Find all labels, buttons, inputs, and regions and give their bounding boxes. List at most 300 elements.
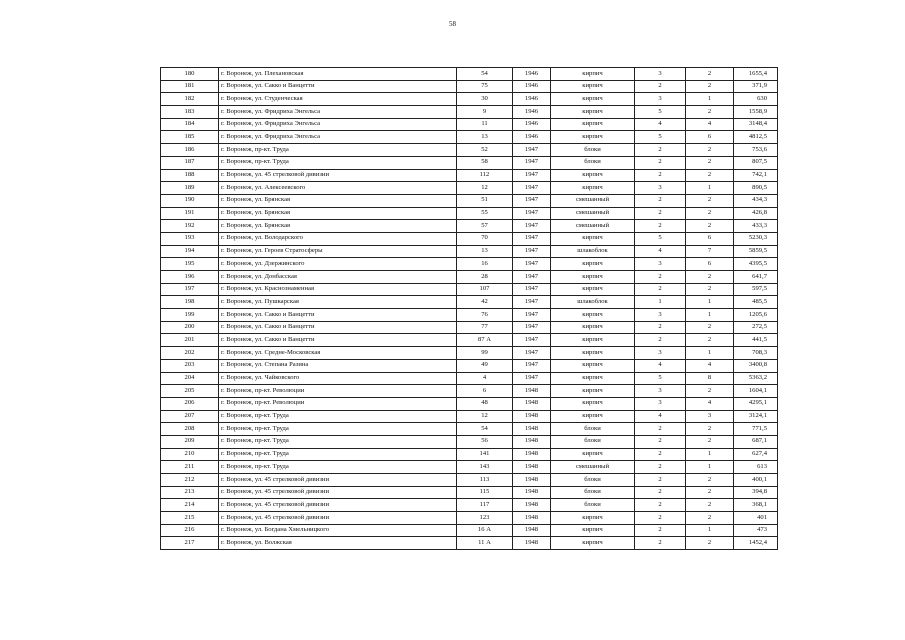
total-area-cell: 641,7 [734,271,778,284]
row-number-cell: 195 [161,258,219,271]
floors-count-cell: 2 [635,144,686,157]
row-number-cell: 204 [161,372,219,385]
year-built-cell: 1947 [513,144,551,157]
table-row [161,347,778,360]
year-built-cell: 1947 [513,296,551,309]
floors-count-cell: 2 [635,474,686,487]
year-built-cell: 1948 [513,512,551,525]
address-cell: г. Воронеж, ул. Пушкарская [219,296,457,309]
house-number-cell: 143 [457,461,513,474]
address-cell: г. Воронеж, ул. Фридриха Энгельса [219,118,457,131]
address-cell: г. Воронеж, пр-кт. Труда [219,448,457,461]
table-row [161,271,778,284]
floors-count-cell: 3 [635,385,686,398]
total-area-cell: 1205,6 [734,309,778,322]
wall-material-cell: кирпич [551,80,635,93]
address-cell: г. Воронеж, ул. 45 стрелковой дивизии [219,499,457,512]
house-number-cell: 57 [457,220,513,233]
table-row [161,258,778,271]
address-cell: г. Воронеж, ул. Алексеевского [219,182,457,195]
house-number-cell: 115 [457,486,513,499]
house-number-cell: 52 [457,144,513,157]
entrances-count-cell: 4 [686,397,734,410]
address-cell: г. Воронеж, пр-кт. Революции [219,385,457,398]
wall-material-cell: шлакоблок [551,296,635,309]
house-number-cell: 54 [457,68,513,81]
table-row [161,486,778,499]
entrances-count-cell: 1 [686,448,734,461]
entrances-count-cell: 2 [686,156,734,169]
table-row [161,359,778,372]
year-built-cell: 1946 [513,118,551,131]
year-built-cell: 1947 [513,372,551,385]
floors-count-cell: 3 [635,347,686,360]
house-number-cell: 58 [457,156,513,169]
entrances-count-cell: 2 [686,321,734,334]
row-number-cell: 185 [161,131,219,144]
wall-material-cell: кирпич [551,524,635,537]
floors-count-cell: 2 [635,271,686,284]
table-row [161,372,778,385]
entrances-count-cell: 2 [686,423,734,436]
floors-count-cell: 2 [635,524,686,537]
housing-register-table [160,67,778,550]
entrances-count-cell: 2 [686,499,734,512]
address-cell: г. Воронеж, пр-кт. Революции [219,397,457,410]
page-number: 58 [449,20,456,28]
wall-material-cell: кирпич [551,448,635,461]
wall-material-cell: кирпич [551,397,635,410]
entrances-count-cell: 2 [686,106,734,119]
row-number-cell: 205 [161,385,219,398]
row-number-cell: 211 [161,461,219,474]
floors-count-cell: 3 [635,397,686,410]
entrances-count-cell: 3 [686,410,734,423]
entrances-count-cell: 6 [686,232,734,245]
house-number-cell: 99 [457,347,513,360]
floors-count-cell: 3 [635,258,686,271]
entrances-count-cell: 1 [686,296,734,309]
wall-material-cell: кирпич [551,271,635,284]
total-area-cell: 485,5 [734,296,778,309]
house-number-cell: 117 [457,499,513,512]
entrances-count-cell: 2 [686,68,734,81]
address-cell: г. Воронеж, ул. Володарского [219,232,457,245]
total-area-cell: 597,5 [734,283,778,296]
floors-count-cell: 3 [635,68,686,81]
year-built-cell: 1946 [513,106,551,119]
address-cell: г. Воронеж, пр-кт. Труда [219,435,457,448]
wall-material-cell: кирпич [551,512,635,525]
address-cell: г. Воронеж, ул. Героев Стратосферы [219,245,457,258]
wall-material-cell: кирпич [551,93,635,106]
address-cell: г. Воронеж, ул. Сакко и Ванцетти [219,80,457,93]
entrances-count-cell: 1 [686,309,734,322]
total-area-cell: 1452,4 [734,537,778,550]
table-row [161,220,778,233]
floors-count-cell: 4 [635,410,686,423]
table-row [161,232,778,245]
wall-material-cell: кирпич [551,182,635,195]
year-built-cell: 1948 [513,474,551,487]
wall-material-cell: кирпич [551,537,635,550]
address-cell: г. Воронеж, ул. Студенческая [219,93,457,106]
total-area-cell: 630 [734,93,778,106]
row-number-cell: 212 [161,474,219,487]
year-built-cell: 1947 [513,334,551,347]
entrances-count-cell: 2 [686,537,734,550]
total-area-cell: 4295,1 [734,397,778,410]
row-number-cell: 210 [161,448,219,461]
year-built-cell: 1948 [513,524,551,537]
house-number-cell: 77 [457,321,513,334]
entrances-count-cell: 1 [686,524,734,537]
total-area-cell: 426,8 [734,207,778,220]
floors-count-cell: 2 [635,334,686,347]
year-built-cell: 1948 [513,486,551,499]
total-area-cell: 3124,1 [734,410,778,423]
table-row [161,524,778,537]
table-row [161,537,778,550]
year-built-cell: 1948 [513,423,551,436]
wall-material-cell: блоки [551,474,635,487]
row-number-cell: 217 [161,537,219,550]
entrances-count-cell: 2 [686,220,734,233]
floors-count-cell: 2 [635,537,686,550]
wall-material-cell: кирпич [551,334,635,347]
floors-count-cell: 5 [635,232,686,245]
year-built-cell: 1947 [513,321,551,334]
house-number-cell: 48 [457,397,513,410]
year-built-cell: 1948 [513,461,551,474]
table-row [161,207,778,220]
row-number-cell: 187 [161,156,219,169]
table-row [161,474,778,487]
floors-count-cell: 2 [635,321,686,334]
address-cell: г. Воронеж, ул. Фридриха Энгельса [219,106,457,119]
house-number-cell: 12 [457,410,513,423]
entrances-count-cell: 2 [686,486,734,499]
row-number-cell: 184 [161,118,219,131]
wall-material-cell: блоки [551,423,635,436]
total-area-cell: 371,9 [734,80,778,93]
floors-count-cell: 4 [635,359,686,372]
table-row [161,68,778,81]
year-built-cell: 1948 [513,537,551,550]
entrances-count-cell: 2 [686,207,734,220]
floors-count-cell: 2 [635,512,686,525]
total-area-cell: 1655,4 [734,68,778,81]
year-built-cell: 1948 [513,385,551,398]
floors-count-cell: 5 [635,131,686,144]
table-row [161,118,778,131]
wall-material-cell: кирпич [551,372,635,385]
floors-count-cell: 2 [635,169,686,182]
total-area-cell: 742,1 [734,169,778,182]
row-number-cell: 192 [161,220,219,233]
total-area-cell: 433,3 [734,220,778,233]
entrances-count-cell: 2 [686,271,734,284]
row-number-cell: 214 [161,499,219,512]
floors-count-cell: 2 [635,220,686,233]
year-built-cell: 1946 [513,131,551,144]
table-row [161,194,778,207]
entrances-count-cell: 2 [686,512,734,525]
address-cell: г. Воронеж, пр-кт. Труда [219,156,457,169]
entrances-count-cell: 2 [686,435,734,448]
house-number-cell: 4 [457,372,513,385]
table-row [161,144,778,157]
total-area-cell: 613 [734,461,778,474]
entrances-count-cell: 7 [686,245,734,258]
floors-count-cell: 2 [635,283,686,296]
year-built-cell: 1948 [513,397,551,410]
entrances-count-cell: 1 [686,347,734,360]
total-area-cell: 3148,4 [734,118,778,131]
address-cell: г. Воронеж, ул. Чайковского [219,372,457,385]
year-built-cell: 1947 [513,194,551,207]
floors-count-cell: 2 [635,435,686,448]
table-row [161,499,778,512]
floors-count-cell: 2 [635,499,686,512]
wall-material-cell: кирпич [551,258,635,271]
house-number-cell: 55 [457,207,513,220]
year-built-cell: 1947 [513,220,551,233]
row-number-cell: 180 [161,68,219,81]
house-number-cell: 75 [457,80,513,93]
row-number-cell: 213 [161,486,219,499]
wall-material-cell: блоки [551,486,635,499]
wall-material-cell: кирпич [551,106,635,119]
house-number-cell: 11 А [457,537,513,550]
year-built-cell: 1947 [513,169,551,182]
house-number-cell: 107 [457,283,513,296]
house-number-cell: 9 [457,106,513,119]
wall-material-cell: блоки [551,435,635,448]
house-number-cell: 28 [457,271,513,284]
entrances-count-cell: 1 [686,93,734,106]
total-area-cell: 401 [734,512,778,525]
address-cell: г. Воронеж, ул. Волжская [219,537,457,550]
year-built-cell: 1948 [513,410,551,423]
row-number-cell: 196 [161,271,219,284]
wall-material-cell: шлакоблок [551,245,635,258]
total-area-cell: 4812,5 [734,131,778,144]
address-cell: г. Воронеж, ул. Дзержинского [219,258,457,271]
total-area-cell: 394,8 [734,486,778,499]
table-row [161,93,778,106]
year-built-cell: 1947 [513,271,551,284]
house-number-cell: 70 [457,232,513,245]
total-area-cell: 4395,5 [734,258,778,271]
entrances-count-cell: 6 [686,258,734,271]
wall-material-cell: кирпич [551,410,635,423]
total-area-cell: 5230,3 [734,232,778,245]
row-number-cell: 215 [161,512,219,525]
address-cell: г. Воронеж, ул. Брянская [219,207,457,220]
house-number-cell: 51 [457,194,513,207]
wall-material-cell: блоки [551,156,635,169]
floors-count-cell: 5 [635,106,686,119]
wall-material-cell: кирпич [551,283,635,296]
total-area-cell: 5859,5 [734,245,778,258]
total-area-cell: 708,3 [734,347,778,360]
row-number-cell: 188 [161,169,219,182]
row-number-cell: 186 [161,144,219,157]
house-number-cell: 113 [457,474,513,487]
total-area-cell: 3400,8 [734,359,778,372]
floors-count-cell: 4 [635,118,686,131]
address-cell: г. Воронеж, ул. Донбасская [219,271,457,284]
address-cell: г. Воронеж, ул. Сакко и Ванцетти [219,334,457,347]
year-built-cell: 1946 [513,93,551,106]
address-cell: г. Воронеж, пр-кт. Труда [219,461,457,474]
table-row [161,283,778,296]
entrances-count-cell: 2 [686,334,734,347]
address-cell: г. Воронеж, пр-кт. Труда [219,423,457,436]
entrances-count-cell: 4 [686,118,734,131]
table-row [161,182,778,195]
table-row [161,435,778,448]
house-number-cell: 30 [457,93,513,106]
wall-material-cell: кирпич [551,118,635,131]
total-area-cell: 807,5 [734,156,778,169]
address-cell: г. Воронеж, ул. Брянская [219,194,457,207]
address-cell: г. Воронеж, ул. 45 стрелковой дивизии [219,169,457,182]
row-number-cell: 182 [161,93,219,106]
table-row [161,131,778,144]
total-area-cell: 627,4 [734,448,778,461]
entrances-count-cell: 4 [686,359,734,372]
wall-material-cell: кирпич [551,232,635,245]
house-number-cell: 141 [457,448,513,461]
entrances-count-cell: 2 [686,80,734,93]
entrances-count-cell: 1 [686,461,734,474]
address-cell: г. Воронеж, ул. Сакко и Ванцетти [219,321,457,334]
address-cell: г. Воронеж, ул. Плехановская [219,68,457,81]
address-cell: г. Воронеж, ул. Средне-Московская [219,347,457,360]
table-body [161,68,778,550]
floors-count-cell: 2 [635,194,686,207]
row-number-cell: 189 [161,182,219,195]
year-built-cell: 1946 [513,80,551,93]
table-row [161,385,778,398]
house-number-cell: 76 [457,309,513,322]
total-area-cell: 1558,9 [734,106,778,119]
row-number-cell: 183 [161,106,219,119]
house-number-cell: 49 [457,359,513,372]
table-row [161,512,778,525]
row-number-cell: 203 [161,359,219,372]
address-cell: г. Воронеж, ул. 45 стрелковой дивизии [219,512,457,525]
table-row [161,461,778,474]
house-number-cell: 56 [457,435,513,448]
house-number-cell: 123 [457,512,513,525]
entrances-count-cell: 6 [686,131,734,144]
row-number-cell: 193 [161,232,219,245]
wall-material-cell: смешанный [551,461,635,474]
total-area-cell: 687,1 [734,435,778,448]
house-number-cell: 54 [457,423,513,436]
wall-material-cell: кирпич [551,385,635,398]
house-number-cell: 12 [457,182,513,195]
total-area-cell: 272,5 [734,321,778,334]
total-area-cell: 890,5 [734,182,778,195]
total-area-cell: 771,5 [734,423,778,436]
row-number-cell: 206 [161,397,219,410]
row-number-cell: 197 [161,283,219,296]
address-cell: г. Воронеж, ул. 45 стрелковой дивизии [219,474,457,487]
house-number-cell: 13 [457,131,513,144]
year-built-cell: 1948 [513,435,551,448]
address-cell: г. Воронеж, ул. Краснознаменная [219,283,457,296]
row-number-cell: 194 [161,245,219,258]
table-row [161,169,778,182]
wall-material-cell: кирпич [551,169,635,182]
year-built-cell: 1947 [513,309,551,322]
floors-count-cell: 3 [635,182,686,195]
row-number-cell: 209 [161,435,219,448]
year-built-cell: 1946 [513,68,551,81]
address-cell: г. Воронеж, ул. Брянская [219,220,457,233]
table-row [161,397,778,410]
row-number-cell: 216 [161,524,219,537]
row-number-cell: 200 [161,321,219,334]
house-number-cell: 16 [457,258,513,271]
wall-material-cell: кирпич [551,131,635,144]
entrances-count-cell: 2 [686,283,734,296]
year-built-cell: 1947 [513,245,551,258]
row-number-cell: 201 [161,334,219,347]
table-row [161,448,778,461]
address-cell: г. Воронеж, ул. Богдана Хмельницкого [219,524,457,537]
floors-count-cell: 5 [635,372,686,385]
table-row [161,106,778,119]
entrances-count-cell: 2 [686,194,734,207]
entrances-count-cell: 2 [686,144,734,157]
address-cell: г. Воронеж, ул. 45 стрелковой дивизии [219,486,457,499]
table-row [161,334,778,347]
total-area-cell: 434,3 [734,194,778,207]
year-built-cell: 1948 [513,499,551,512]
entrances-count-cell: 2 [686,169,734,182]
total-area-cell: 441,5 [734,334,778,347]
wall-material-cell: кирпич [551,68,635,81]
year-built-cell: 1947 [513,182,551,195]
table-row [161,321,778,334]
table-row [161,245,778,258]
row-number-cell: 202 [161,347,219,360]
table-row [161,80,778,93]
total-area-cell: 473 [734,524,778,537]
wall-material-cell: блоки [551,499,635,512]
year-built-cell: 1947 [513,359,551,372]
total-area-cell: 753,6 [734,144,778,157]
row-number-cell: 181 [161,80,219,93]
wall-material-cell: кирпич [551,347,635,360]
entrances-count-cell: 8 [686,372,734,385]
row-number-cell: 207 [161,410,219,423]
total-area-cell: 400,1 [734,474,778,487]
year-built-cell: 1947 [513,347,551,360]
year-built-cell: 1947 [513,283,551,296]
row-number-cell: 199 [161,309,219,322]
table-row [161,309,778,322]
house-number-cell: 13 [457,245,513,258]
floors-count-cell: 3 [635,93,686,106]
floors-count-cell: 2 [635,448,686,461]
year-built-cell: 1948 [513,448,551,461]
